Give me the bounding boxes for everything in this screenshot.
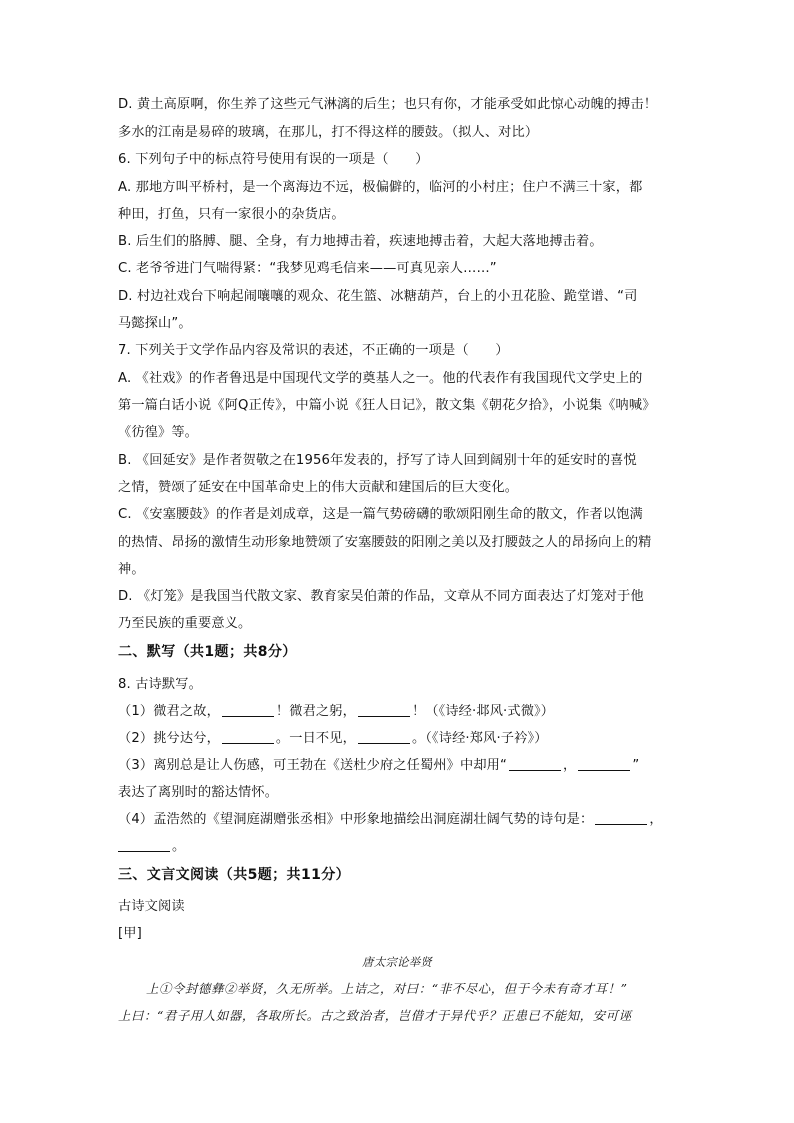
answer-blank[interactable] xyxy=(358,704,410,717)
q8-item-3 xyxy=(118,757,688,775)
q6-option-d-line1: D. 村边社戏台下响起闹嚷嚷的观众、花生篮、冰糖葫芦，台上的小丑花脸、跪堂谱、“司 xyxy=(118,289,638,304)
q8-item-2-text-c: 。（《诗经·郑风·子衿》） xyxy=(411,731,548,746)
q6-option-a-line1: A. 那地方叫平桥村，是一个离海边不远，极偏僻的，临河的小村庄；住户不满三十家，都 xyxy=(118,180,643,195)
q7-option-c-line2: 的热情、昂扬的激情生动形象地赞颂了安塞腰鼓的阳刚之美以及打腰鼓之人的昂扬向上的精 xyxy=(118,535,652,550)
q8-item-4-text-a: （4）孟浩然的《望洞庭湖赠张丞相》中形象地描绘出洞庭湖壮阔气势的诗句是： xyxy=(118,812,594,827)
question-6-stem: 6. 下列句子中的标点符号使用有误的一项是（ ） xyxy=(118,152,429,167)
answer-blank[interactable] xyxy=(578,758,630,771)
q6-option-b: B. 后生们的胳膊、腿、全身，有力地搏击着，疾速地搏击着，大起大落地搏击着。 xyxy=(118,234,603,249)
q8-item-3-line2: 表达了离别时的豁达情怀。 xyxy=(118,785,279,800)
q8-item-3-text-c: ” xyxy=(632,758,640,773)
question-8-stem: 8. 古诗默写。 xyxy=(118,677,202,692)
q7-option-d-line2: 乃至民族的重要意义。 xyxy=(118,616,252,631)
answer-blank[interactable] xyxy=(509,758,561,771)
q8-item-2-text-a: （2）挑兮达兮， xyxy=(118,731,220,746)
passage-marker: [甲] xyxy=(118,926,142,941)
q8-item-4-text-b: ， xyxy=(649,812,663,827)
q8-item-1-text-c: ！（《诗经·邶风·式微》） xyxy=(411,704,555,719)
q7-option-a-line3: 《彷徨》等。 xyxy=(118,425,199,440)
answer-blank[interactable] xyxy=(118,839,170,852)
q8-item-4-text-c: 。 xyxy=(172,839,186,854)
question-7-stem: 7. 下列关于文学作品内容及常识的表述，不正确的一项是（ ） xyxy=(118,343,509,358)
q7-option-d-line1: D. 《灯笼》是我国当代散文家、教育家吴伯萧的作品，文章从不同方面表达了灯笼对于他 xyxy=(118,589,644,604)
q6-option-a-line2: 种田，打鱼，只有一家很小的杂货店。 xyxy=(118,207,345,222)
option-d-line1: D. 黄土高原啊，你生养了这些元气淋漓的后生；也只有你，才能承受如此惊心动魄的搏击！ xyxy=(118,97,658,112)
q8-item-1-text-a: （1）微君之故， xyxy=(118,704,220,719)
q8-item-3-text-b: ， xyxy=(562,758,577,773)
q7-option-b-line1: B. 《回延安》是作者贺敬之在1956年发表的，抒写了诗人回到阔别十年的延安时的喜悦 xyxy=(118,453,637,468)
q8-item-2 xyxy=(118,730,688,748)
passage-title: 唐太宗论举贤 xyxy=(362,955,432,969)
q8-item-1 xyxy=(118,703,688,721)
answer-blank[interactable] xyxy=(595,812,647,825)
q7-option-b-line2: 之情，赞颂了延安在中国革命史上的伟大贡献和建国后的巨大变化。 xyxy=(118,480,519,495)
q8-item-4 xyxy=(118,811,688,829)
q8-item-3-text-a: （3）离别总是让人伤感，可王勃在《送杜少府之任蜀州》中却用“ xyxy=(118,758,507,773)
answer-blank[interactable] xyxy=(222,704,274,717)
q7-option-a-line1: A. 《社戏》的作者鲁迅是中国现代文学的奠基人之一。他的代表作有我国现代文学史上的 xyxy=(118,371,643,386)
q7-option-c-line3: 神。 xyxy=(118,562,145,577)
option-d-line2: 多水的江南是易碎的玻璃，在那儿，打不得这样的腰鼓。（拟人、对比） xyxy=(118,125,539,140)
q8-item-1-text-b: ！微君之躬， xyxy=(275,704,356,719)
subsection-label: 古诗文阅读 xyxy=(118,899,185,914)
passage-line: 上曰：“君子用人如器，各取所长。古之致治者，岂借才于异代乎？正患已不能知，安可诬 xyxy=(118,1008,632,1023)
answer-blank[interactable] xyxy=(358,731,410,744)
answer-blank[interactable] xyxy=(222,731,274,744)
q8-item-2-text-b: 。一日不见， xyxy=(275,731,356,746)
q6-option-d-line2: 马懿探山”。 xyxy=(118,316,192,331)
q7-option-c-line1: C. 《安塞腰鼓》的作者是刘成章，这是一篇气势磅礴的歌颂阳刚生命的散文，作者以饱满 xyxy=(118,507,643,522)
passage-line: 上①令封德彝②举贤，久无所举。上诘之，对曰：“非不尽心，但于今未有奇才耳！” xyxy=(146,981,628,996)
section-3-heading: 三、文言文阅读（共5题；共11分） xyxy=(118,867,351,883)
q8-item-4-line2 xyxy=(118,838,688,856)
section-2-heading: 二、默写（共1题；共8分） xyxy=(118,644,297,660)
q7-option-a-line2: 第一篇白话小说《阿Q正传》，中篇小说《狂人日记》，散文集《朝花夕拾》，小说集《呐喊》 xyxy=(118,398,656,413)
q6-option-c: C. 老爷爷进门气喘得紧：“我梦见鸡毛信来——可真见亲人……” xyxy=(118,261,497,276)
